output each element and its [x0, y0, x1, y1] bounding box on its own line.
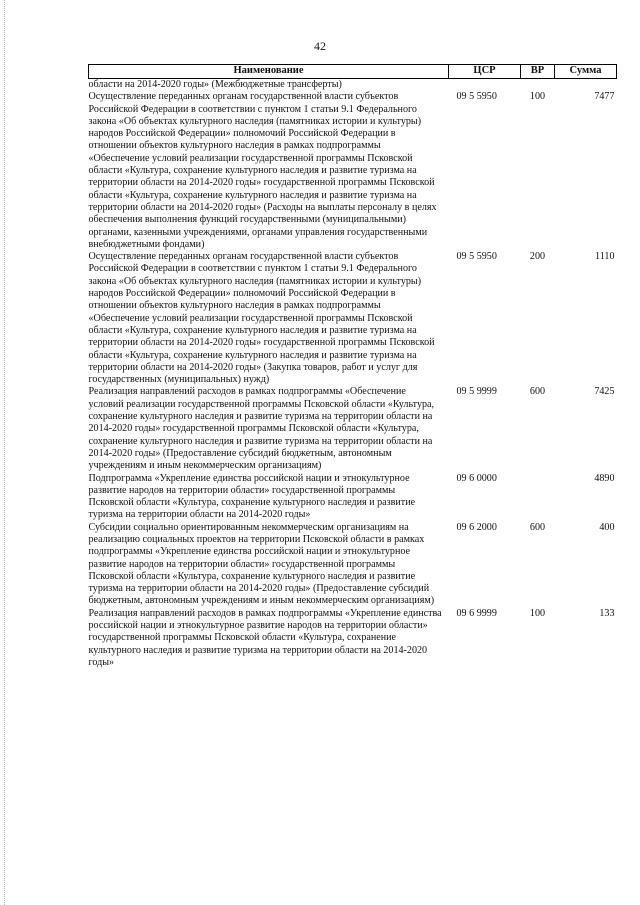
table-row — [89, 522, 617, 608]
table-row — [89, 91, 617, 251]
row-name: Осуществление переданных органам государственной власти субъектов Российской Федерации в соответствии с пунктом 1 статьи 9.1 Федерального закона «Об объектах культурного наследия (памятниках истории и культуры) народов Российской Федерации» полномочий Российской Федерации в отношении объектов культурного наследия в рамках подпрограммы «Обеспечение условий реализации государственной программы Псковской области «Культура, сохранение культурного наследия и развитие туризма на территории области на 2014-2020 годы» государственной программы Псковской области «Культура, сохранение культурного наследия и развитие туризма на территории области на 2014-2020 годы» (Закупка товаров, работ и услуг для государственных (муниципальных) нужд) — [88, 251, 435, 386]
header-sum: Сумма — [555, 65, 617, 79]
header-vr: ВР — [521, 65, 555, 79]
row-name: Реализация направлений расходов в рамках подпрограммы «Обеспечение условий реализации государственной программы Псковской области «Культура, сохранение культурного наследия и развитие туризма на территории области на 2014-2020 годы» государственной программы Псковской области «Культура, сохранение культурного наследия и развитие туризма на территории области на 2014-2020 годы» (Предоставление субсидий бюджетным, автономным учреждениям и иным некоммерческим организациям) — [88, 386, 435, 472]
row-csr: 09 5 5950 — [456, 251, 497, 263]
row-sum — [555, 79, 617, 92]
table-row — [89, 79, 617, 92]
row-csr: 09 6 9999 — [456, 607, 497, 619]
table-row — [89, 608, 617, 669]
table-row — [89, 473, 617, 522]
row-sum: 133 — [599, 607, 615, 619]
row-csr: 09 6 2000 — [456, 521, 497, 533]
row-vr: 600 — [529, 386, 546, 398]
row-sum: 1110 — [595, 251, 615, 263]
row-vr: 100 — [529, 607, 546, 619]
page-number: 42 — [314, 39, 326, 53]
row-vr: 200 — [529, 251, 546, 263]
row-name: Реализация направлений расходов в рамках подпрограммы «Укрепление единства российской нации и этнокультурное развитие народов на территории области» государственной программы Псковской области «Культура, сохранение культурного наследия и развитие туризма на территории области на 2014-2020 годы» — [88, 607, 442, 668]
row-vr — [521, 473, 555, 522]
row-name: Осуществление переданных органам государственной власти субъектов Российской Федерации в соответствии с пунктом 1 статьи 9.1 Федерального закона «Об объектах культурного наследия (памятниках истории и культуры) народов Российской Федерации» полномочий Российской Федерации в отношении объектов культурного наследия в рамках подпрограммы «Обеспечение условий реализации государственной программы Псковской области «Культура, сохранение культурного наследия и развитие туризма на территории области на 2014-2020 годы» государственной программы Псковской области «Культура, сохранение культурного наследия и развитие туризма на территории области на 2014-2020 годы» (Расходы на выплаты персоналу в целях обеспечения выполнения функций государственными (муниципальными) органами, казенными учреждениями, органами управления государственными внебюджетными фондами) — [88, 91, 437, 250]
budget-table — [88, 64, 617, 669]
row-csr — [449, 79, 521, 92]
row-vr: 600 — [529, 521, 546, 533]
header-name: Наименование — [89, 65, 449, 79]
row-name: области на 2014-2020 годы» (Межбюджетные трансферты) — [88, 79, 342, 90]
row-csr: 09 6 0000 — [456, 472, 497, 484]
table-header-row — [89, 65, 617, 79]
table-row — [89, 386, 617, 472]
header-csr: ЦСР — [449, 65, 521, 79]
row-name: Подпрограмма «Укрепление единства российской нации и этнокультурное развитие народов на территории области» государственной программы Псковской области «Культура, сохранение культурного наследия и развитие туризма на территории области на 2014-2020 годы» — [88, 472, 416, 521]
row-csr: 09 5 5950 — [456, 91, 497, 103]
row-sum: 4890 — [594, 472, 615, 484]
table-row — [89, 251, 617, 386]
row-sum: 7477 — [594, 91, 615, 103]
row-vr: 100 — [529, 91, 546, 103]
row-csr: 09 5 9999 — [456, 386, 497, 398]
row-sum: 400 — [599, 521, 615, 533]
row-sum: 7425 — [594, 386, 615, 398]
scan-edge-line — [4, 0, 5, 905]
row-name: Субсидии социально ориентированным некоммерческим организациям на реализацию социальных проектов на территории Псковской области в рамках подпрограммы «Укрепление единства российской нации и этнокультурное развитие народов на территории области» государственной программы Псковской области «Культура, сохранение культурного наследия и развитие туризма на территории области на 2014-2020 годы» (Предоставление субсидий бюджетным, автономным учреждениям и иным некоммерческим организациям) — [88, 521, 435, 607]
row-vr — [521, 79, 555, 92]
